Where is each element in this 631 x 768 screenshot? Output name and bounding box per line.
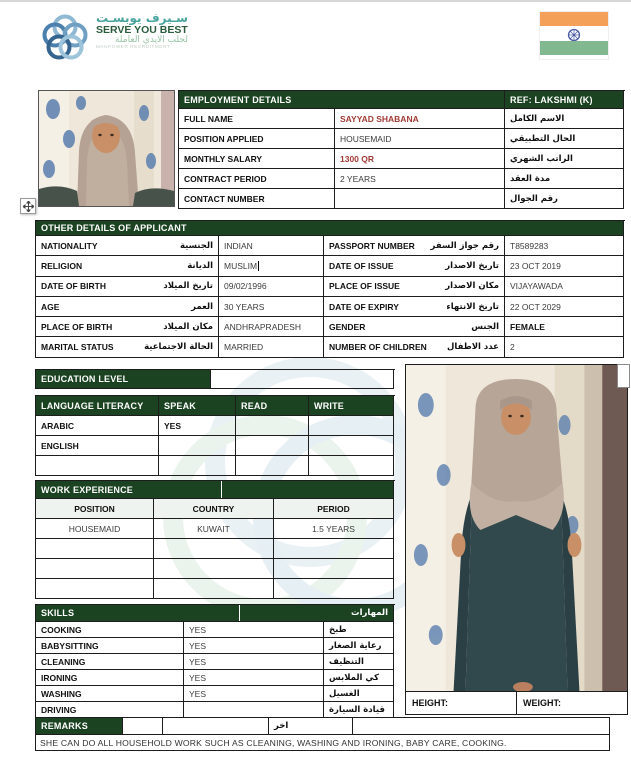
arabic-speak-field[interactable]: YES: [159, 416, 236, 436]
place-of-issue-label: [324, 277, 505, 297]
ashoka-chakra-icon: [567, 28, 581, 42]
logo-title-english: SERVE YOU BEST: [96, 23, 188, 36]
cleaning-label: CLEANING: [36, 654, 184, 670]
remarks-text-field[interactable]: SHE CAN DO ALL HOUSEHOLD WORK SUCH AS CLEANING, WASHING AND IRONING, BABY CARE, COOKING.: [35, 734, 610, 751]
religion-value: MUSLIM: [224, 260, 258, 271]
monthly-salary-field[interactable]: 1300 QR: [335, 149, 505, 169]
agency-logo: [40, 12, 188, 64]
stray-table-cell: [617, 364, 630, 388]
education-section-title: EDUCATION LEVEL: [36, 370, 211, 389]
contract-period-field[interactable]: 2 YEARS: [335, 169, 505, 189]
date-of-birth-field[interactable]: 09/02/1996: [219, 277, 324, 297]
date-of-expiry-label-en: DATE OF EXPIRY: [329, 301, 399, 312]
date-of-issue-field[interactable]: 23 OCT 2019: [505, 256, 624, 276]
gender-label-en: GENDER: [329, 321, 366, 332]
driving-label-arabic: قيادة السيارة: [324, 702, 394, 718]
applicant-headshot-photo: [38, 90, 175, 207]
contract-period-label: CONTRACT PERIOD: [179, 169, 335, 189]
experience-period-field[interactable]: [274, 559, 394, 579]
monthly-salary-label: MONTHLY SALARY: [179, 149, 335, 169]
work-experience-table: [35, 480, 395, 599]
logo-subtitle-english: MANPOWER RECRUITMENT: [96, 44, 171, 50]
table-move-handle-icon[interactable]: [20, 198, 36, 214]
position-applied-label: POSITION APPLIED: [179, 129, 335, 149]
work-experience-section-title: WORK EXPERIENCE: [36, 481, 394, 499]
language-row-label: ARABIC: [36, 416, 159, 436]
children-label-ar: عدد الاطفال: [447, 342, 499, 353]
marital-status-label: [36, 337, 219, 357]
experience-country-field[interactable]: [154, 559, 274, 579]
washing-label: WASHING: [36, 686, 184, 702]
marital-status-label-ar: الحالة الاجتماعية: [144, 342, 213, 353]
contract-period-label-arabic: مدة العقد: [505, 169, 624, 189]
children-label: [324, 337, 505, 357]
flag-green-stripe: [540, 41, 608, 55]
skills-table: [35, 604, 395, 718]
language-row-label: ENGLISH: [36, 436, 159, 456]
speak-header: SPEAK: [159, 396, 236, 416]
experience-position-field[interactable]: HOUSEMAID: [36, 519, 154, 539]
arabic-write-field[interactable]: [309, 416, 394, 436]
full-name-field[interactable]: SAYYAD SHABANA: [335, 109, 505, 129]
remarks-empty-cell: [163, 718, 269, 735]
weight-field[interactable]: WEIGHT:: [523, 698, 561, 708]
education-level-table: [35, 369, 395, 389]
language-read-field[interactable]: [236, 456, 309, 476]
language-literacy-table: [35, 395, 395, 476]
period-header: PERIOD: [274, 499, 394, 519]
language-speak-field[interactable]: [159, 456, 236, 476]
nationality-label: [36, 236, 219, 256]
english-read-field[interactable]: [236, 436, 309, 456]
date-of-birth-label-en: DATE OF BIRTH: [41, 281, 107, 292]
nationality-label-ar: الجنسية: [180, 240, 213, 251]
position-applied-label-arabic: الحال التطبيقي: [505, 129, 624, 149]
read-header: READ: [236, 396, 309, 416]
passport-number-label: [324, 236, 505, 256]
cooking-label-arabic: طبخ: [324, 622, 394, 638]
passport-number-label-ar: رقم جواز السفر: [430, 240, 499, 251]
applicant-fullbody-photo-panel: [405, 364, 628, 715]
religion-label-ar: الديانة: [187, 260, 213, 271]
passport-number-label-en: PASSPORT NUMBER: [329, 240, 415, 251]
flag-saffron-stripe: [540, 12, 608, 26]
nationality-field[interactable]: INDIAN: [219, 236, 324, 256]
marital-status-field[interactable]: MARRIED: [219, 337, 324, 357]
age-field[interactable]: 30 YEARS: [219, 297, 324, 317]
write-header: WRITE: [309, 396, 394, 416]
contact-number-field[interactable]: [335, 189, 505, 209]
date-of-issue-label: [324, 256, 505, 276]
place-of-birth-field[interactable]: ANDHRAPRADESH: [219, 317, 324, 337]
full-name-label-arabic: الاسم الكامل: [505, 109, 624, 129]
remarks-empty-cell: [353, 718, 610, 735]
employment-section-title: EMPLOYMENT DETAILS: [179, 91, 505, 109]
date-of-issue-label-en: DATE OF ISSUE: [329, 260, 394, 271]
experience-period-field[interactable]: 1.5 YEARS: [274, 519, 394, 539]
other-details-section-title: OTHER DETAILS OF APPLICANT: [36, 221, 624, 236]
babysitting-label-arabic: رعاية الصغار: [324, 638, 394, 654]
date-of-birth-label-ar: تاريخ الميلاد: [163, 281, 213, 292]
experience-position-field[interactable]: [36, 559, 154, 579]
employment-details-table: [178, 90, 625, 209]
children-field[interactable]: 2: [505, 337, 624, 357]
gender-label-ar: الجنس: [471, 321, 499, 332]
gender-label: [324, 317, 505, 337]
applicant-fullbody-photo: [406, 365, 627, 691]
religion-label-en: RELIGION: [41, 260, 83, 271]
place-of-birth-label-ar: مكان الميلاد: [163, 321, 213, 332]
passport-number-field[interactable]: T8589283: [505, 236, 624, 256]
logo-subtitle-arabic: لجلب الايدي العاملة: [114, 34, 188, 45]
washing-label-arabic: الغسيل: [324, 686, 394, 702]
experience-period-field[interactable]: [274, 579, 394, 599]
date-of-expiry-field[interactable]: 22 OCT 2029: [505, 297, 624, 317]
experience-position-field[interactable]: [36, 539, 154, 559]
remarks-row: [35, 717, 610, 735]
cleaning-label-arabic: التنظيف: [324, 654, 394, 670]
experience-country-field[interactable]: KUWAIT: [154, 519, 274, 539]
remarks-label-arabic: اخر: [269, 718, 353, 735]
cooking-field[interactable]: YES: [184, 622, 324, 638]
cleaning-field[interactable]: YES: [184, 654, 324, 670]
skills-title-en: SKILLS: [41, 608, 75, 618]
ironing-label-arabic: كي الملابس: [324, 670, 394, 686]
contact-number-label: CONTACT NUMBER: [179, 189, 335, 209]
position-applied-field[interactable]: HOUSEMAID: [335, 129, 505, 149]
experience-country-field[interactable]: [154, 579, 274, 599]
driving-label: DRIVING: [36, 702, 184, 718]
language-write-field[interactable]: [309, 456, 394, 476]
skills-section-title: [36, 605, 394, 622]
other-details-table: [35, 220, 625, 358]
skills-title-ar: المهارات: [351, 608, 388, 618]
date-of-birth-label: [36, 277, 219, 297]
cooking-label: COOKING: [36, 622, 184, 638]
marital-status-label-en: MARITAL STATUS: [41, 342, 114, 353]
age-label-ar: العمر: [191, 301, 213, 312]
english-speak-field[interactable]: [159, 436, 236, 456]
english-write-field[interactable]: [309, 436, 394, 456]
place-of-issue-field[interactable]: VIJAYAWADA: [505, 277, 624, 297]
place-of-issue-label-en: PLACE OF ISSUE: [329, 281, 400, 292]
experience-position-field[interactable]: [36, 579, 154, 599]
ironing-field[interactable]: YES: [184, 670, 324, 686]
age-label-en: AGE: [41, 301, 60, 312]
remarks-section-title: REMARKS: [36, 718, 123, 735]
washing-field[interactable]: YES: [184, 686, 324, 702]
age-label: [36, 297, 219, 317]
logo-title-arabic: سـيرف يوبسـت: [96, 11, 188, 25]
religion-label: [36, 256, 219, 276]
religion-field[interactable]: [219, 256, 324, 276]
height-field[interactable]: HEIGHT:: [406, 692, 517, 714]
date-of-expiry-label-ar: تاريخ الانتهاء: [446, 301, 499, 312]
language-row-label: [36, 456, 159, 476]
babysitting-field[interactable]: YES: [184, 638, 324, 654]
experience-country-field[interactable]: [154, 539, 274, 559]
education-level-field[interactable]: [211, 370, 394, 389]
arabic-read-field[interactable]: [236, 416, 309, 436]
position-header: POSITION: [36, 499, 154, 519]
india-flag-icon: [540, 12, 608, 59]
date-of-expiry-label: [324, 297, 505, 317]
language-literacy-header: LANGUAGE LITERACY: [36, 396, 159, 416]
date-of-issue-label-ar: تاريخ الاصدار: [445, 260, 499, 271]
ref-number: REF: LAKSHMI (K): [505, 91, 624, 109]
monthly-salary-label-arabic: الراتب الشهري: [505, 149, 624, 169]
ironing-label: IRONING: [36, 670, 184, 686]
interlocking-rings-icon: [40, 12, 90, 64]
place-of-issue-label-ar: مكان الاصدار: [445, 281, 499, 292]
babysitting-label: BABYSITTING: [36, 638, 184, 654]
experience-period-field[interactable]: [274, 539, 394, 559]
place-of-birth-label: [36, 317, 219, 337]
gender-field[interactable]: FEMALE: [505, 317, 624, 337]
nationality-label-en: NATIONALITY: [41, 240, 98, 251]
place-of-birth-label-en: PLACE OF BIRTH: [41, 321, 113, 332]
text-cursor: [258, 261, 259, 271]
remarks-empty-cell: [123, 718, 163, 735]
contact-number-label-arabic: رقم الجوال: [505, 189, 624, 209]
country-header: COUNTRY: [154, 499, 274, 519]
driving-field[interactable]: [184, 702, 324, 718]
children-label-en: NUMBER OF CHILDREN: [329, 342, 427, 353]
full-name-label: FULL NAME: [179, 109, 335, 129]
